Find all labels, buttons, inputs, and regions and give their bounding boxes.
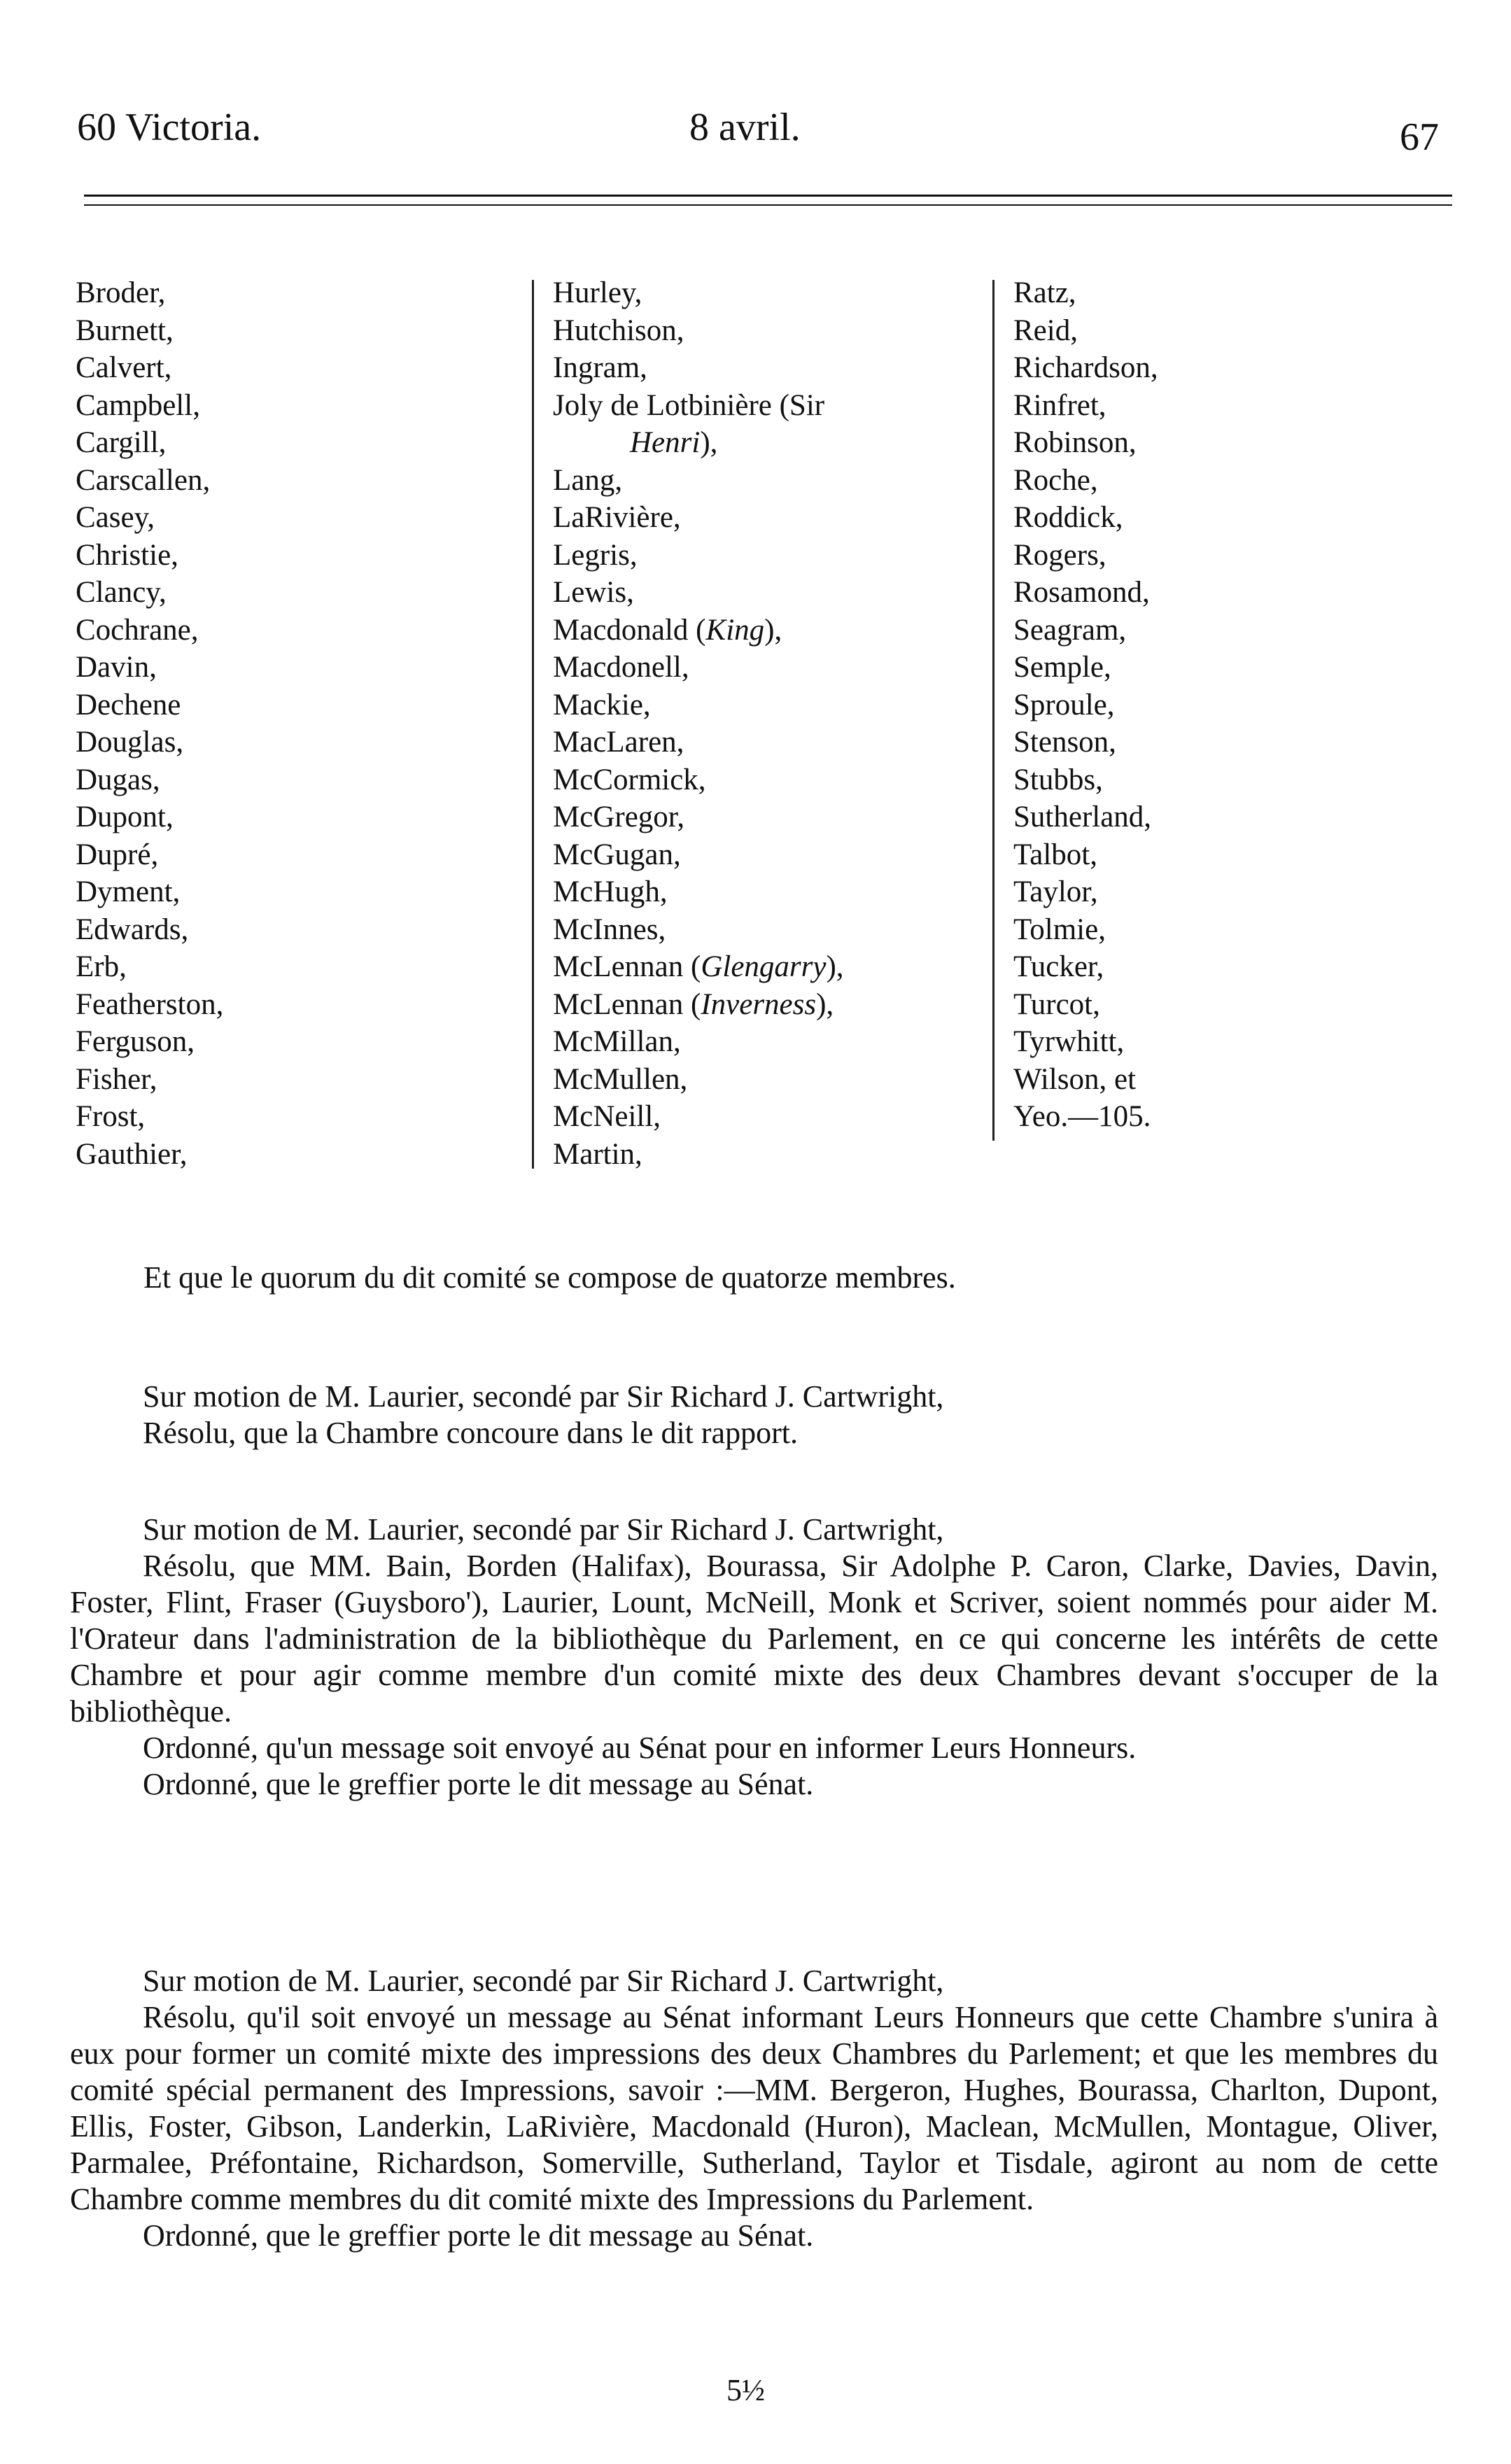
member-name: Reid,: [1013, 314, 1078, 347]
member-name: Burnett,: [76, 314, 174, 347]
member-name: Rosamond,: [1013, 576, 1150, 609]
member-name: Dupont,: [76, 801, 174, 833]
header-session: 60 Victoria.: [77, 106, 262, 149]
member-name: McLennan (Glengarry),: [553, 950, 844, 983]
member-name: Macdonell,: [553, 651, 689, 684]
member-name: Gauthier,: [76, 1137, 188, 1171]
member-name: Lewis,: [553, 576, 634, 609]
motion-2-order-1: Ordonné, qu'un message soit envoyé au Sénat pour en informer Leurs Honneurs.: [143, 1731, 1137, 1765]
member-name: Davin,: [76, 651, 157, 684]
member-name: Lang,: [553, 463, 623, 497]
motion-2-resolution: Résolu, que MM. Bain, Borden (Halifax), Bourassa, Sir Adolphe P. Caron, Clarke, Davies, Davin, Foster, Flint, Fraser (Guysboro'), Laurier, Lount, McNeill, Monk et Scriver, soient nommés pour aider M. l'Orateur dans l'administration de la bibliothèque du Parlement, en ce qui concerne les intérêts de cette Chambre et pour agir comme membre d'un comité mixte des deux Chambres devant s'occuper de la bibliothèque.: [70, 1549, 1438, 1729]
member-name: Ratz,: [1013, 276, 1076, 309]
member-name: Hutchison,: [553, 314, 684, 347]
running-header: [0, 105, 1511, 161]
motion-3-intro: Sur motion de M. Laurier, secondé par Sir Richard J. Cartwright,: [143, 1964, 944, 1998]
page-number: 67: [1400, 115, 1439, 159]
member-name: Yeo.—105.: [1013, 1100, 1151, 1133]
motion-3-order: Ordonné, que le greffier porte le dit message au Sénat.: [143, 2218, 814, 2253]
member-name: McGugan,: [553, 838, 681, 871]
member-name: Mackie,: [553, 688, 651, 721]
member-name: Robinson,: [1013, 426, 1137, 459]
member-name: Macdonald (King),: [553, 613, 782, 647]
member-name: Calvert,: [76, 351, 172, 384]
signature-mark: 5½: [726, 2373, 765, 2407]
member-name: Carscallen,: [76, 463, 211, 497]
member-name: Dechene: [76, 688, 181, 721]
member-name: Christie,: [76, 538, 178, 572]
header-date: 8 avril.: [689, 106, 801, 149]
member-name: Dugas,: [76, 763, 160, 796]
names-column-3: [1013, 274, 1433, 1136]
header-rule-top: [84, 195, 1452, 197]
motion-2-intro: Sur motion de M. Laurier, secondé par Sir Richard J. Cartwright,: [143, 1512, 944, 1547]
member-name: Richardson,: [1013, 351, 1158, 384]
member-name: Seagram,: [1013, 613, 1127, 647]
member-name: Edwards,: [76, 913, 189, 946]
member-name: Douglas,: [76, 726, 184, 759]
member-name: McMullen,: [553, 1062, 688, 1096]
member-name: McInnes,: [553, 913, 666, 946]
member-name: Dupré,: [76, 838, 159, 871]
member-name: McGregor,: [553, 801, 685, 833]
member-name: Tyrwhitt,: [1013, 1025, 1125, 1058]
member-name: McLennan (Inverness),: [553, 987, 834, 1021]
member-name: Erb,: [76, 950, 127, 983]
member-name: McMillan,: [553, 1025, 681, 1058]
member-name: Taylor,: [1013, 875, 1098, 908]
member-name: Joly de Lotbinière (Sir: [553, 388, 825, 422]
member-name: Broder,: [76, 276, 166, 309]
member-name: Semple,: [1013, 651, 1111, 684]
member-name: Legris,: [553, 538, 638, 572]
member-name: Wilson, et: [1013, 1062, 1137, 1096]
member-name: Cargill,: [76, 426, 167, 459]
member-name: Featherston,: [76, 987, 224, 1021]
member-name: Frost,: [76, 1100, 146, 1133]
motion-1-intro: Sur motion de M. Laurier, secondé par Sir Richard J. Cartwright,: [143, 1379, 944, 1414]
member-name: Campbell,: [76, 388, 200, 422]
member-name: Rinfret,: [1013, 388, 1106, 422]
member-name: Tucker,: [1013, 950, 1104, 983]
member-name: Roddick,: [1013, 501, 1123, 534]
member-name: Stenson,: [1013, 726, 1116, 759]
member-name: Martin,: [553, 1137, 642, 1171]
quorum-text: Et que le quorum du dit comité se compose de quatorze membres.: [143, 1260, 956, 1295]
member-name: Clancy,: [76, 576, 167, 609]
member-name: Turcot,: [1013, 987, 1100, 1021]
member-name: Sproule,: [1013, 688, 1115, 721]
member-name: Roche,: [1013, 463, 1098, 497]
motion-1-resolution: Résolu, que la Chambre concoure dans le dit rapport.: [143, 1416, 798, 1450]
member-name: Ferguson,: [76, 1025, 195, 1058]
column-divider-2: [992, 280, 995, 1141]
motion-3-resolution: Résolu, qu'il soit envoyé un message au Sénat informant Leurs Honneurs que cette Chambre s'unira à eux pour former un comité mixte des impressions des deux Chambres du Parlement; et que les membres du comité spécial permanent des Impressions, savoir :—MM. Bergeron, Hughes, Bourassa, Charlton, Dupont, Ellis, Foster, Gibson, Landerkin, LaRivière, Macdonald (Huron), Maclean, McMullen, Montague, Oliver, Parmalee, Préfontaine, Richardson, Somerville, Sutherland, Taylor et Tisdale, agiront au nom de cette Chambre comme membres du dit comité mixte des Impressions du Parlement.: [70, 2000, 1438, 2216]
names-column-1: [76, 274, 496, 1173]
header-rule-bottom: [84, 204, 1452, 206]
member-name: Fisher,: [76, 1062, 157, 1096]
names-column-2: [553, 274, 987, 1173]
motion-2-order-2: Ordonné, que le greffier porte le dit message au Sénat.: [143, 1767, 814, 1801]
member-name: Ingram,: [553, 351, 647, 384]
member-name: Hurley,: [553, 276, 642, 309]
member-name: Dyment,: [76, 875, 181, 908]
member-name: Talbot,: [1013, 838, 1097, 871]
motion-1: [70, 1379, 1438, 1451]
quorum-paragraph: [143, 1260, 1403, 1296]
member-name: Casey,: [76, 501, 155, 534]
motion-2: [70, 1512, 1438, 1803]
member-name: LaRivière,: [553, 501, 681, 534]
member-name: Tolmie,: [1013, 913, 1106, 946]
column-divider-1: [532, 280, 534, 1169]
member-name: Sutherland,: [1013, 801, 1152, 833]
motion-3: [70, 1963, 1438, 2254]
member-name: McNeill,: [553, 1100, 661, 1133]
member-name: McHugh,: [553, 875, 668, 908]
member-name: McCormick,: [553, 763, 706, 796]
member-name: Cochrane,: [76, 613, 199, 647]
member-name: Rogers,: [1013, 538, 1106, 572]
member-name: Henri),: [630, 426, 718, 459]
member-name: MacLaren,: [553, 726, 684, 759]
member-name: Stubbs,: [1013, 763, 1103, 796]
